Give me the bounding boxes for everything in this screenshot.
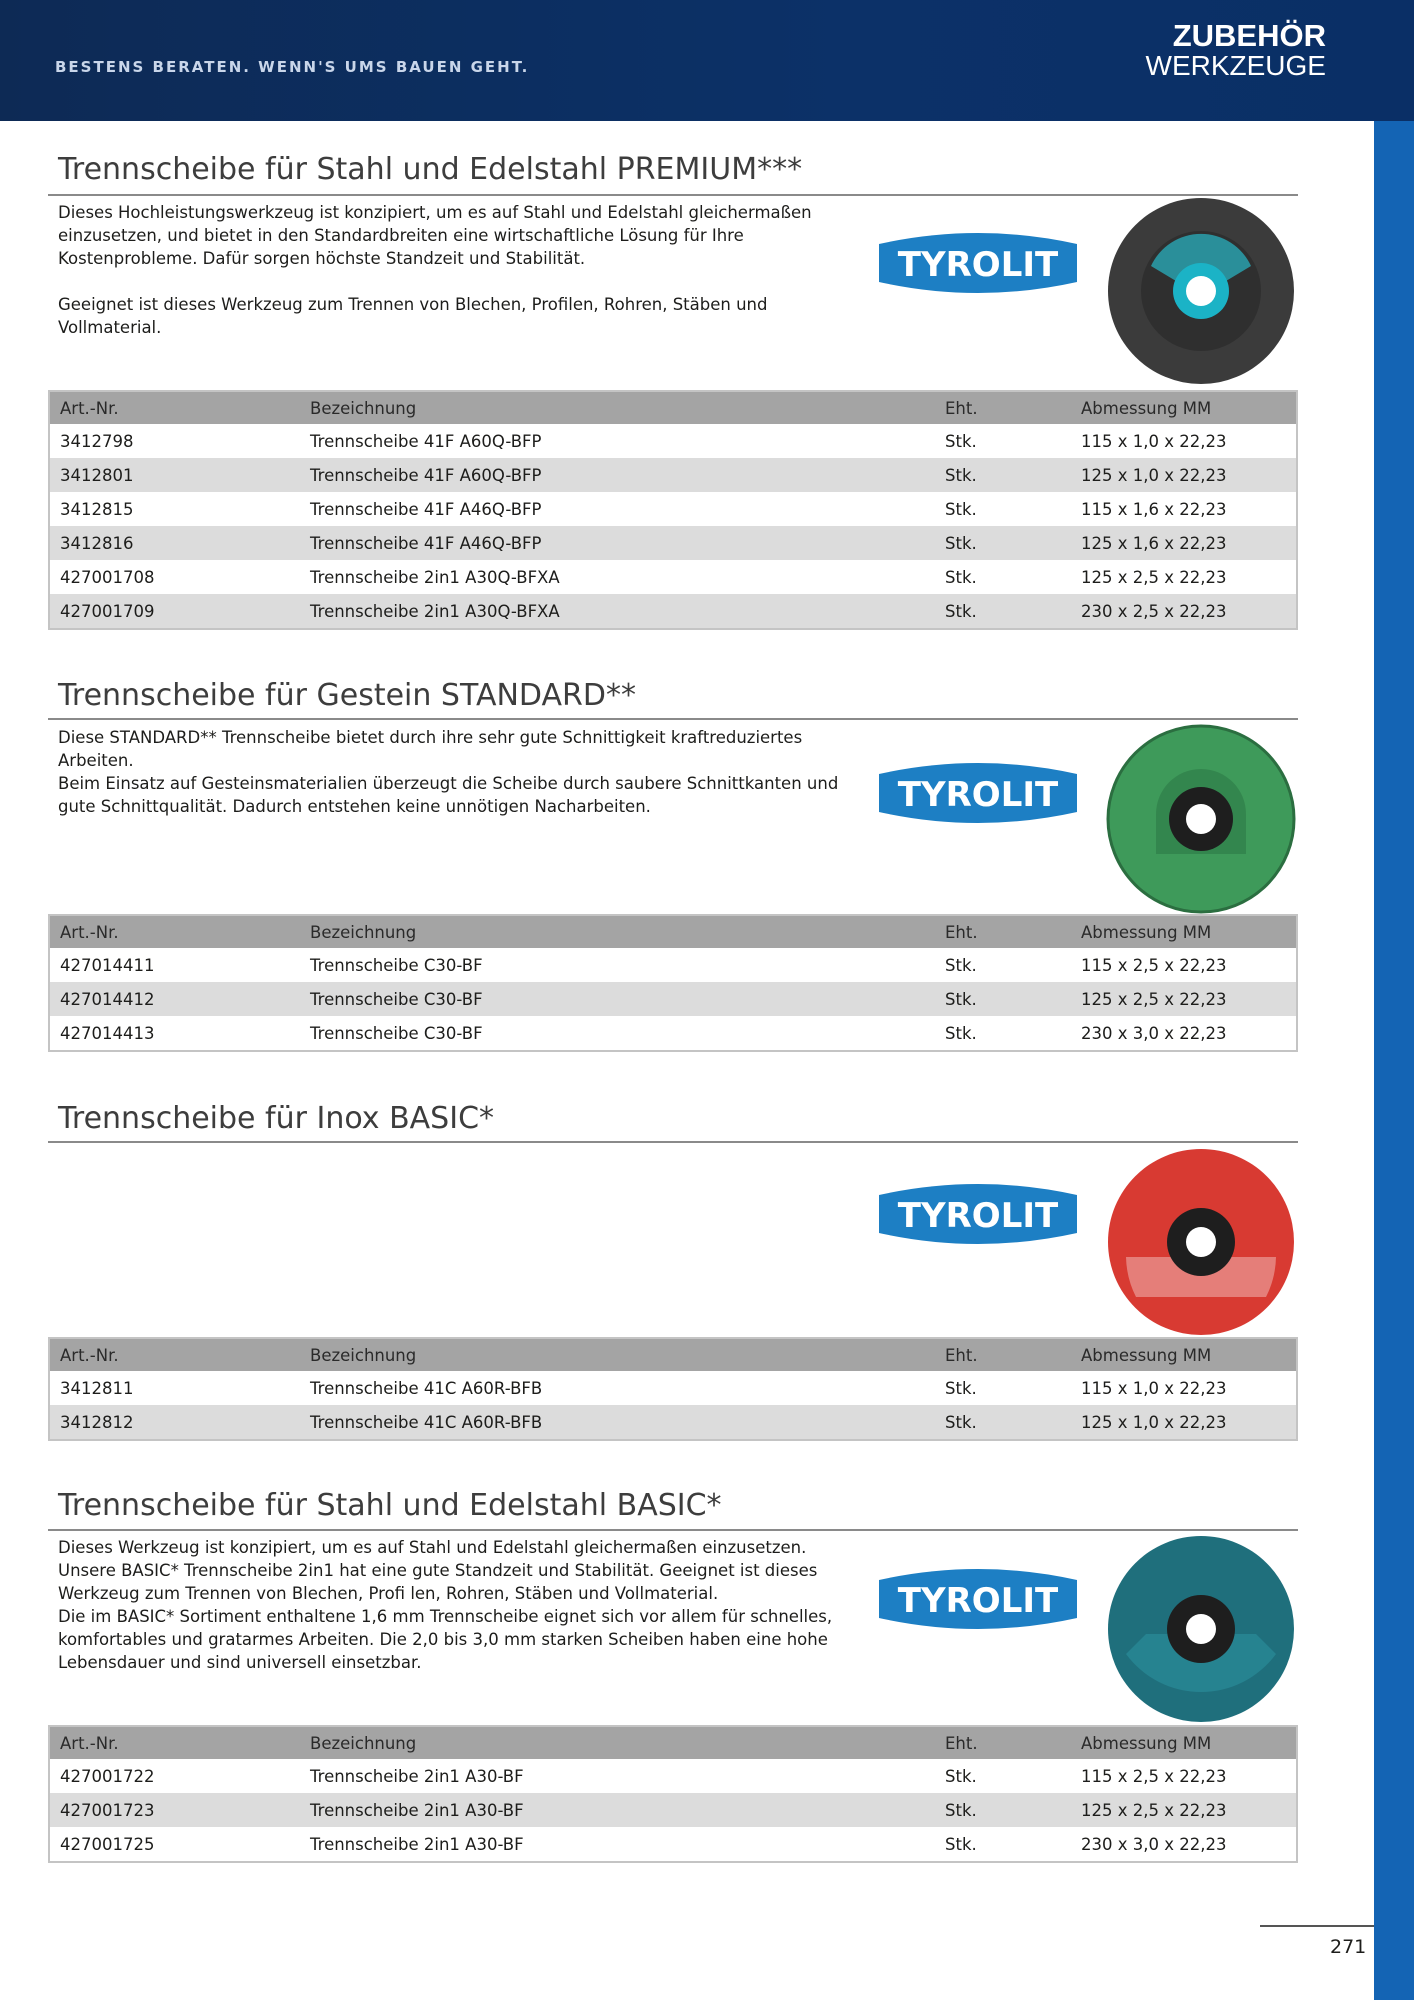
article-number: 427014413: [49, 1016, 300, 1051]
section-title: Trennscheibe für Stahl und Edelstahl BASIC*: [58, 1488, 722, 1523]
table-row: [49, 1371, 1297, 1405]
product-name: Trennscheibe 2in1 A30-BF: [300, 1827, 935, 1862]
table-header-row: [49, 1338, 1297, 1371]
tyrolit-logo: [873, 1552, 1083, 1642]
section-premium-steel: [48, 152, 1298, 636]
description-paragraph: Dieses Hochleistungswerkzeug ist konzipiert, um es auf Stahl und Edelstahl gleichermaßen einzusetzen, und bietet in den Standardbreiten eine wirtschaftliche Lösung für Ihre Kostenprobleme. Dafür sorgen höchste Standzeit und Stabilität.: [58, 203, 812, 268]
table-header-row: [49, 1726, 1297, 1759]
unit: Stk.: [935, 1827, 1071, 1862]
section-stone-standard: [48, 678, 1298, 1058]
article-number: 427014412: [49, 982, 300, 1016]
logo-text: TYROLIT: [897, 775, 1059, 815]
table-header-row: [49, 391, 1297, 424]
unit: Stk.: [935, 948, 1071, 982]
product-table: [48, 1337, 1298, 1441]
dimensions: 115 x 1,0 x 22,23: [1071, 1371, 1297, 1405]
dimensions: 230 x 3,0 x 22,23: [1071, 1827, 1297, 1862]
product-name: Trennscheibe 41F A46Q-BFP: [300, 526, 935, 560]
dimensions: 125 x 1,0 x 22,23: [1071, 1405, 1297, 1440]
product-name: Trennscheibe C30-BF: [300, 1016, 935, 1051]
table-row: [49, 424, 1297, 458]
tyrolit-logo: [873, 746, 1083, 836]
page-number-rule: [1260, 1925, 1374, 1927]
unit: Stk.: [935, 1016, 1071, 1051]
product-table: [48, 1725, 1298, 1863]
section-divider: [48, 1529, 1298, 1531]
product-name: Trennscheibe 41C A60R-BFB: [300, 1371, 935, 1405]
dimensions: 125 x 2,5 x 22,23: [1071, 982, 1297, 1016]
description-paragraph: Geeignet ist dieses Werkzeug zum Trennen von Blechen, Profilen, Rohren, Stäben und Vollmaterial.: [58, 295, 768, 337]
column-header: Eht.: [935, 391, 1071, 424]
product-name: Trennscheibe 41F A46Q-BFP: [300, 492, 935, 526]
dimensions: 115 x 2,5 x 22,23: [1071, 948, 1297, 982]
table-header-row: [49, 915, 1297, 948]
product-name: Trennscheibe 2in1 A30-BF: [300, 1793, 935, 1827]
column-header: Art.-Nr.: [49, 915, 300, 948]
description-paragraph: Unsere BASIC* Trennscheibe 2in1 hat eine gute Standzeit und Stabilität. Geeignet ist dieses Werkzeug zum Trennen von Blechen, Profi len, Rohren, Stäben und Vollmaterial.: [58, 1561, 818, 1603]
article-number: 427014411: [49, 948, 300, 982]
article-number: 427001708: [49, 560, 300, 594]
description-paragraph: Beim Einsatz auf Gesteinsmaterialien überzeugt die Scheibe durch saubere Schnittkanten und gute Schnittqualität. Dadurch entstehen keine unnötigen Nacharbeiten.: [58, 774, 839, 816]
column-header: Bezeichnung: [300, 915, 935, 948]
logo-text: TYROLIT: [897, 245, 1059, 285]
article-number: 3412798: [49, 424, 300, 458]
product-name: Trennscheibe 41F A60Q-BFP: [300, 458, 935, 492]
unit: Stk.: [935, 982, 1071, 1016]
unit: Stk.: [935, 1759, 1071, 1793]
column-header: Art.-Nr.: [49, 1726, 300, 1759]
unit: Stk.: [935, 560, 1071, 594]
section-title: Trennscheibe für Inox BASIC*: [58, 1101, 495, 1136]
article-number: 3412801: [49, 458, 300, 492]
product-name: Trennscheibe C30-BF: [300, 982, 935, 1016]
dimensions: 125 x 1,0 x 22,23: [1071, 458, 1297, 492]
column-header: Art.-Nr.: [49, 1338, 300, 1371]
column-header: Abmessung MM: [1071, 391, 1297, 424]
column-header: Eht.: [935, 915, 1071, 948]
product-name: Trennscheibe 2in1 A30Q-BFXA: [300, 560, 935, 594]
article-number: 427001725: [49, 1827, 300, 1862]
dimensions: 115 x 1,6 x 22,23: [1071, 492, 1297, 526]
dimensions: 230 x 2,5 x 22,23: [1071, 594, 1297, 629]
dimensions: 115 x 1,0 x 22,23: [1071, 424, 1297, 458]
logo-text: TYROLIT: [897, 1196, 1059, 1236]
column-header: Abmessung MM: [1071, 1726, 1297, 1759]
cutting-disc-image: [1106, 724, 1296, 914]
section-divider: [48, 1141, 1298, 1143]
description-paragraph: Die im BASIC* Sortiment enthaltene 1,6 mm Trennscheibe eignet sich vor allem für schnelles, komfortables und gratarmes Arbeiten. Die 2,0 bis 3,0 mm starken Scheiben haben eine hohe Lebensdauer und sind universell einsetzbar.: [58, 1607, 833, 1672]
product-name: Trennscheibe C30-BF: [300, 948, 935, 982]
unit: Stk.: [935, 492, 1071, 526]
table-row: [49, 594, 1297, 629]
description-paragraph: Diese STANDARD** Trennscheibe bietet durch ihre sehr gute Schnittigkeit kraftreduziertes Arbeiten.: [58, 728, 803, 770]
category-title: ZUBEHÖR: [1172, 18, 1326, 53]
section-title: Trennscheibe für Stahl und Edelstahl PREMIUM***: [58, 152, 803, 187]
product-table: [48, 390, 1298, 630]
section-divider: [48, 718, 1298, 720]
table-row: [49, 560, 1297, 594]
section-inox-basic: [48, 1101, 1298, 1446]
section-title: Trennscheibe für Gestein STANDARD**: [58, 678, 636, 713]
product-table: [48, 914, 1298, 1052]
column-header: Eht.: [935, 1726, 1071, 1759]
section-description: [58, 1536, 848, 1674]
dimensions: 115 x 2,5 x 22,23: [1071, 1759, 1297, 1793]
section-basic-steel: [48, 1488, 1298, 1868]
unit: Stk.: [935, 458, 1071, 492]
tyrolit-logo: [873, 1167, 1083, 1257]
description-paragraph: [58, 270, 853, 293]
article-number: 3412811: [49, 1371, 300, 1405]
unit: Stk.: [935, 1793, 1071, 1827]
dimensions: 230 x 3,0 x 22,23: [1071, 1016, 1297, 1051]
column-header: Eht.: [935, 1338, 1071, 1371]
article-number: 427001709: [49, 594, 300, 629]
page-header: [0, 0, 1414, 121]
page-number: 271: [1330, 1936, 1367, 1958]
column-header: Abmessung MM: [1071, 915, 1297, 948]
cutting-disc-image: [1106, 1147, 1296, 1337]
product-name: Trennscheibe 41F A60Q-BFP: [300, 424, 935, 458]
table-row: [49, 982, 1297, 1016]
subcategory-title: WERKZEUGE: [1145, 50, 1326, 81]
table-row: [49, 1793, 1297, 1827]
product-name: Trennscheibe 2in1 A30-BF: [300, 1759, 935, 1793]
article-number: 427001723: [49, 1793, 300, 1827]
column-header: Bezeichnung: [300, 1726, 935, 1759]
table-row: [49, 1405, 1297, 1440]
table-row: [49, 1016, 1297, 1051]
tyrolit-logo: [873, 216, 1083, 306]
column-header: Abmessung MM: [1071, 1338, 1297, 1371]
dimensions: 125 x 2,5 x 22,23: [1071, 560, 1297, 594]
article-number: 427001722: [49, 1759, 300, 1793]
column-header: Art.-Nr.: [49, 391, 300, 424]
table-row: [49, 948, 1297, 982]
unit: Stk.: [935, 1371, 1071, 1405]
article-number: 3412812: [49, 1405, 300, 1440]
side-color-bar: [1374, 121, 1414, 2000]
unit: Stk.: [935, 1405, 1071, 1440]
unit: Stk.: [935, 594, 1071, 629]
unit: Stk.: [935, 424, 1071, 458]
cutting-disc-image: [1106, 196, 1296, 386]
product-name: Trennscheibe 2in1 A30Q-BFXA: [300, 594, 935, 629]
logo-text: TYROLIT: [897, 1581, 1059, 1621]
description-paragraph: Dieses Werkzeug ist konzipiert, um es auf Stahl und Edelstahl gleichermaßen einzusetzen.: [58, 1538, 807, 1557]
product-name: Trennscheibe 41C A60R-BFB: [300, 1405, 935, 1440]
article-number: 3412815: [49, 492, 300, 526]
dimensions: 125 x 1,6 x 22,23: [1071, 526, 1297, 560]
section-description: [58, 726, 848, 818]
table-row: [49, 458, 1297, 492]
column-header: Bezeichnung: [300, 1338, 935, 1371]
dimensions: 125 x 2,5 x 22,23: [1071, 1793, 1297, 1827]
column-header: Bezeichnung: [300, 391, 935, 424]
table-row: [49, 1827, 1297, 1862]
article-number: 3412816: [49, 526, 300, 560]
header-tagline: BESTENS BERATEN. WENN'S UMS BAUEN GEHT.: [55, 58, 530, 76]
table-row: [49, 1759, 1297, 1793]
unit: Stk.: [935, 526, 1071, 560]
section-description: [58, 201, 853, 339]
table-row: [49, 492, 1297, 526]
cutting-disc-image: [1106, 1534, 1296, 1724]
table-row: [49, 526, 1297, 560]
